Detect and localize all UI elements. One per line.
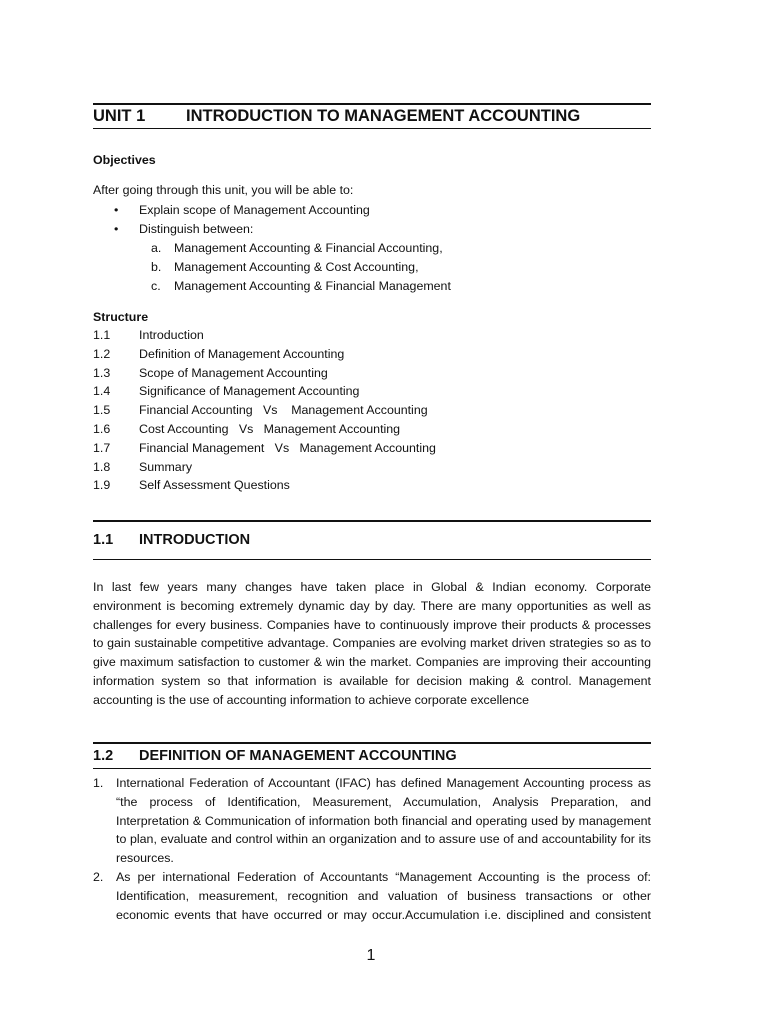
structure-item: 1.4 Significance of Management Accounting [93,384,360,399]
section-heading-definition: 1.2 DEFINITION OF MANAGEMENT ACCOUNTING [93,742,651,769]
sub-list-item: a. Management Accounting & Financial Accounting, [151,241,443,255]
structure-item: 1.7 Financial Management Vs Management Accounting [93,440,436,455]
structure-item: 1.2 Definition of Management Accounting [93,346,345,361]
structure-item: 1.8 Summary [93,459,193,474]
bottom-rule [93,128,651,129]
list-item: 1. International Federation of Accountant (IFAC) has defined Management Accounting process as “the process of Identification, Measurement, Accumulation, Analysis Preparation, and Interpretation & Communication of information both financial and operating used by management to plan, evaluate and control within an organization and to assure use of and accountability for its resources. [93,776,651,866]
objectives-list [93,201,651,296]
unit-number: UNIT 1 [93,107,146,125]
objectives-heading: Objectives [93,153,156,167]
definition-list [93,774,651,924]
structure-item: 1.1 Introduction [93,328,204,342]
bullet-icon: • [114,203,119,217]
unit-heading [93,105,651,128]
list-item: 2. As per international Federation of Accountants “Management Accounting is the process of: Identification, measurement, recognition and valuation of business transactions or other economic events that have occurred or may occur.Accumulation i.e. disciplined and consistent [93,869,651,922]
structure-item: 1.9 Self Assessment Questions [93,478,290,493]
introduction-paragraph: In last few years many changes have taken place in Global & Indian economy. Corporate environment is becoming extremely dynamic day by day. There are many opportunities as well as challenges for every business. Companies have to continuously improve their products & processes to gain sustainable competitive advantage. Companies are evolving market driven strategies so as to give maximum satisfaction to customer & win the market. Companies are improving their accounting information system so that information is available for decision making & control. Management accounting is the use of accounting information to achieve corporate excellence [93,580,651,707]
objectives-intro: After going through this unit, you will be able to: [93,183,354,197]
unit-title-block [93,103,651,129]
structure-heading: Structure [93,310,149,324]
page-number: 1 [366,947,376,964]
structure-item: 1.5 Financial Accounting Vs Management Accounting [93,403,428,418]
bottom-rule [93,559,651,560]
list-item: • Explain scope of Management Accounting [93,201,651,220]
sub-list [93,239,651,296]
list-item: • Distinguish between: [93,220,651,239]
sub-list-item: b. Management Accounting & Cost Accounting, [151,260,419,274]
unit-title: INTRODUCTION TO MANAGEMENT ACCOUNTING [186,107,581,125]
bullet-icon: • [114,222,119,236]
section-heading-introduction: 1.1 INTRODUCTION [93,520,651,560]
structure-list [93,326,651,495]
sub-list-item: c. Management Accounting & Financial Management [151,279,451,293]
bottom-rule [93,768,651,769]
structure-item: 1.3 Scope of Management Accounting [93,365,328,380]
structure-item: 1.6 Cost Accounting Vs Management Accounting [93,421,401,436]
